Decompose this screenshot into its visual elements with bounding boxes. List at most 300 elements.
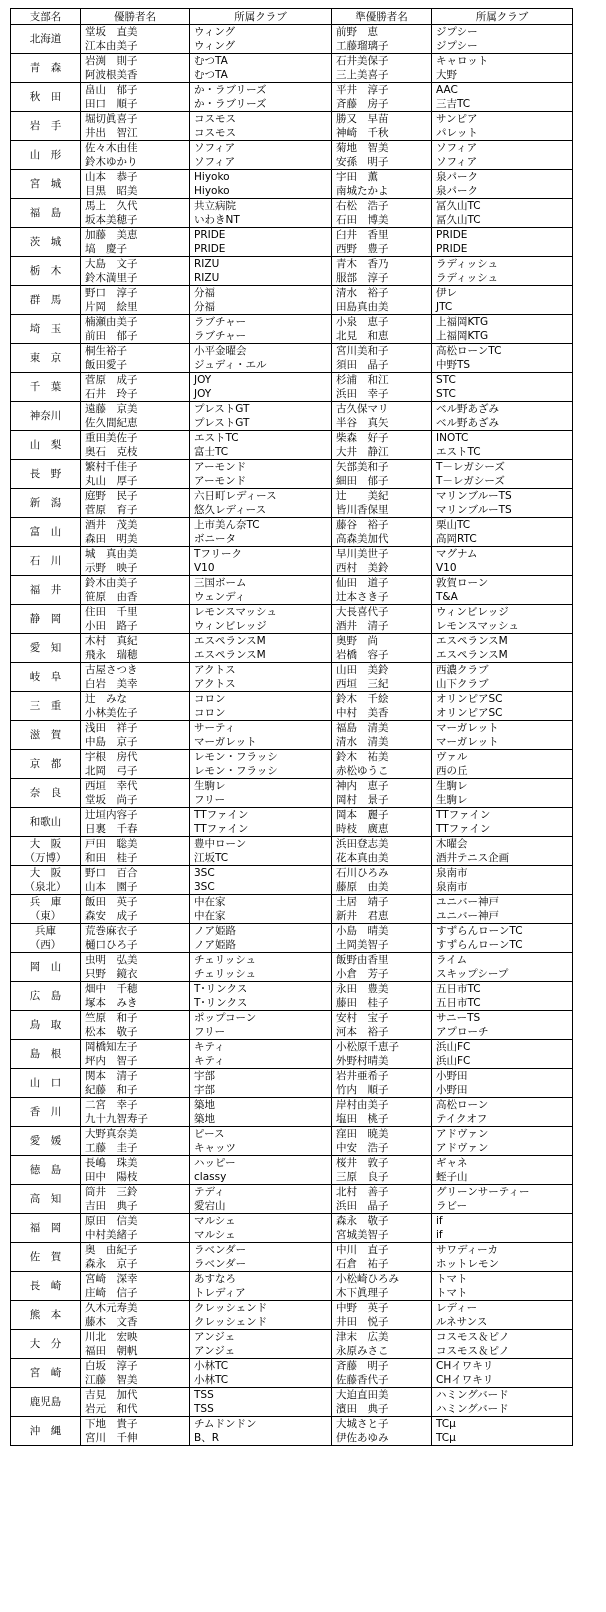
branch-name-line: 福 井: [29, 584, 62, 596]
winner-name: 二宮 幸子: [81, 1098, 190, 1113]
branch-name: [11, 692, 81, 721]
table-row: [11, 257, 573, 272]
winner-club: ラベンダー: [190, 1243, 332, 1258]
runner-up-club: エストTC: [432, 445, 573, 460]
runner-up-name: 早川美世子: [332, 547, 432, 562]
runner-up-club: V10: [432, 561, 573, 576]
table-row: [11, 1127, 573, 1142]
winner-name: 宮崎 深幸: [81, 1272, 190, 1287]
runner-up-name: 桜井 敦子: [332, 1156, 432, 1171]
runner-up-name: 木下眞理子: [332, 1286, 432, 1301]
runner-up-name: 清水 清美: [332, 735, 432, 750]
winner-name: 示野 映子: [81, 561, 190, 576]
winner-club: PRIDE: [190, 242, 332, 257]
winner-club: ウィンビレッジ: [190, 619, 332, 634]
table-row: [11, 895, 573, 910]
runner-up-name: 石田 博美: [332, 213, 432, 228]
runner-up-club: CHイワキリ: [432, 1359, 573, 1374]
table-row-second-line: [11, 155, 573, 170]
winner-club: Tフリーク: [190, 547, 332, 562]
runner-up-club: 高松ローン: [432, 1098, 573, 1113]
winner-name: 辻垣内容子: [81, 808, 190, 823]
table-row: [11, 1011, 573, 1026]
runner-up-club: 小野田: [432, 1083, 573, 1098]
runner-up-name: 三原 良子: [332, 1170, 432, 1185]
branch-name: [11, 924, 81, 953]
winner-club: マルシェ: [190, 1214, 332, 1229]
runner-up-club: ウィンビレッジ: [432, 605, 573, 620]
table-row: [11, 953, 573, 968]
runner-up-name: 柴森 好子: [332, 431, 432, 446]
table-row: [11, 1214, 573, 1229]
branch-name-line: 静 岡: [29, 613, 62, 625]
runner-up-club: INOTC: [432, 431, 573, 446]
winner-name: 関本 清子: [81, 1069, 190, 1084]
table-row-second-line: [11, 503, 573, 518]
runner-up-name: 小倉 芳子: [332, 967, 432, 982]
runner-up-club: 泉パーク: [432, 170, 573, 185]
table-row-second-line: [11, 561, 573, 576]
winner-club: 豊中ローン: [190, 837, 332, 852]
winner-name: 坂本美穂子: [81, 213, 190, 228]
winner-name: 塚本 みき: [81, 996, 190, 1011]
winner-club: classy: [190, 1170, 332, 1185]
branch-name-line: 群 馬: [29, 294, 62, 306]
table-row-second-line: [11, 300, 573, 315]
winner-name: 宮川 千伸: [81, 1431, 190, 1446]
runner-up-club: サワディーカ: [432, 1243, 573, 1258]
table-row: [11, 808, 573, 823]
table-row-second-line: [11, 1286, 573, 1301]
table-row-second-line: [11, 677, 573, 692]
winner-name: 菅原 成子: [81, 373, 190, 388]
branch-name: [11, 141, 81, 170]
runner-up-club: 五日市TC: [432, 996, 573, 1011]
table-row: [11, 1359, 573, 1374]
branch-name-line: 秋 田: [29, 91, 62, 103]
table-row-second-line: [11, 329, 573, 344]
winner-name: 田中 陽枝: [81, 1170, 190, 1185]
branch-name-line: 兵庫: [35, 925, 56, 937]
runner-up-name: 菊地 智美: [332, 141, 432, 156]
branch-name: [11, 25, 81, 54]
branch-name-line: 大 阪: [29, 838, 62, 850]
winner-club: エスペランスM: [190, 648, 332, 663]
winner-name: 浅田 祥子: [81, 721, 190, 736]
table-row-second-line: [11, 851, 573, 866]
winner-club: 悠久レディース: [190, 503, 332, 518]
winner-club: T･リンクス: [190, 996, 332, 1011]
winner-name: 竺原 和子: [81, 1011, 190, 1026]
branch-name: [11, 982, 81, 1011]
winner-name: 畠山 郁子: [81, 83, 190, 98]
results-body: [11, 25, 573, 1446]
runner-up-club: 生駒レ: [432, 779, 573, 794]
winner-name: 下地 貴子: [81, 1417, 190, 1432]
winner-name: 中島 京子: [81, 735, 190, 750]
branch-name-line: 兵 庫: [29, 896, 62, 908]
branch-name: [11, 170, 81, 199]
winner-name: 和田 桂子: [81, 851, 190, 866]
winner-club: 3SC: [190, 880, 332, 895]
table-row-second-line: [11, 1228, 573, 1243]
runner-up-name: 斉藤 明子: [332, 1359, 432, 1374]
winner-club: 小平金曜会: [190, 344, 332, 359]
winner-club: 六日町レディース: [190, 489, 332, 504]
header-winner: 優勝者名: [81, 9, 190, 25]
runner-up-club: TTファイン: [432, 822, 573, 837]
table-row-second-line: [11, 1112, 573, 1127]
branch-name-line: 福 岡: [29, 1222, 62, 1234]
winner-club: ピース: [190, 1127, 332, 1142]
branch-name-line: 北海道: [29, 33, 62, 45]
branch-name: [11, 1098, 81, 1127]
winner-name: 九十九智寿子: [81, 1112, 190, 1127]
winner-club: 小林TC: [190, 1359, 332, 1374]
winner-club: Hiyoko: [190, 170, 332, 185]
branch-name-line: 長 野: [29, 468, 62, 480]
branch-name: [11, 1156, 81, 1185]
winner-name: 加藤 美恵: [81, 228, 190, 243]
branch-name-line: 山 形: [29, 149, 62, 161]
runner-up-name: 土岡美智子: [332, 938, 432, 953]
runner-up-club: if: [432, 1214, 573, 1229]
table-row-second-line: [11, 1025, 573, 1040]
branch-name: [11, 1272, 81, 1301]
winner-club: V10: [190, 561, 332, 576]
winner-name: 長嶋 珠美: [81, 1156, 190, 1171]
winner-club: 宇部: [190, 1069, 332, 1084]
winner-club: TTファイン: [190, 808, 332, 823]
winner-club: 三国ボーム: [190, 576, 332, 591]
runner-up-name: 塩田 桃子: [332, 1112, 432, 1127]
runner-up-club: ギャネ: [432, 1156, 573, 1171]
runner-up-name: 工藤瑠璃子: [332, 39, 432, 54]
branch-name: [11, 1069, 81, 1098]
runner-up-club: ソフィア: [432, 141, 573, 156]
branch-name-line: 青 森: [29, 62, 62, 74]
winner-name: 岩渕 則子: [81, 54, 190, 69]
runner-up-club: エスペランスM: [432, 648, 573, 663]
winner-name: 塙 慶子: [81, 242, 190, 257]
table-row-second-line: [11, 880, 573, 895]
table-row-second-line: [11, 1054, 573, 1069]
table-row-second-line: [11, 1199, 573, 1214]
runner-up-club: マリンブルーTS: [432, 503, 573, 518]
branch-name-line: 沖 縄: [29, 1425, 62, 1437]
winner-name: 辻 みな: [81, 692, 190, 707]
table-row-second-line: [11, 126, 573, 141]
runner-up-name: 小島 晴美: [332, 924, 432, 939]
runner-up-club: 生駒レ: [432, 793, 573, 808]
branch-name-line: 滋 賀: [29, 729, 62, 741]
runner-up-club: スキップシープ: [432, 967, 573, 982]
winner-club: ラブチャー: [190, 329, 332, 344]
runner-up-club: テイクオフ: [432, 1112, 573, 1127]
runner-up-name: 三上美喜子: [332, 68, 432, 83]
winner-club: ジュディ・エル: [190, 358, 332, 373]
runner-up-club: T－レガシーズ: [432, 460, 573, 475]
branch-name: [11, 199, 81, 228]
winner-name: 井出 智江: [81, 126, 190, 141]
runner-up-name: 小松崎ひろみ: [332, 1272, 432, 1287]
branch-name: [11, 54, 81, 83]
runner-up-club: 浜山FC: [432, 1040, 573, 1055]
table-row-second-line: [11, 764, 573, 779]
table-row: [11, 431, 573, 446]
runner-up-club: CHイワキリ: [432, 1373, 573, 1388]
runner-up-club: オリンピアSC: [432, 692, 573, 707]
runner-up-club: マリンブルーTS: [432, 489, 573, 504]
winner-name: 笹原 由香: [81, 590, 190, 605]
winner-name: 菅原 育子: [81, 503, 190, 518]
runner-up-name: 藤田 桂子: [332, 996, 432, 1011]
winner-name: 原田 信美: [81, 1214, 190, 1229]
runner-up-club: 小野田: [432, 1069, 573, 1084]
winner-club: プレストGT: [190, 416, 332, 431]
runner-up-name: 勝又 早苗: [332, 112, 432, 127]
runner-up-name: 鈴木 千絵: [332, 692, 432, 707]
table-row-second-line: [11, 1373, 573, 1388]
table-row: [11, 1301, 573, 1316]
runner-up-name: 浜田登志美: [332, 837, 432, 852]
table-row: [11, 750, 573, 765]
runner-up-name: 小泉 恵子: [332, 315, 432, 330]
runner-up-club: コスモス＆ピノ: [432, 1344, 573, 1359]
winner-club: B、R: [190, 1431, 332, 1446]
runner-up-club: 伊レ: [432, 286, 573, 301]
winner-name: 佐久間紀恵: [81, 416, 190, 431]
table-row-second-line: [11, 1141, 573, 1156]
runner-up-name: 石川ひろみ: [332, 866, 432, 881]
runner-up-name: 濱田 典子: [332, 1402, 432, 1417]
branch-name: [11, 1243, 81, 1272]
branch-name: [11, 895, 81, 924]
winner-club: アクトス: [190, 663, 332, 678]
winner-name: 片岡 絵里: [81, 300, 190, 315]
winner-club: コロン: [190, 706, 332, 721]
winner-club: 江坂TC: [190, 851, 332, 866]
runner-up-club: TTファイン: [432, 808, 573, 823]
runner-up-club: 冨久山TC: [432, 199, 573, 214]
winner-club: ハッピー: [190, 1156, 332, 1171]
runner-up-club: PRIDE: [432, 242, 573, 257]
winner-name: 荒巻麻衣子: [81, 924, 190, 939]
winner-club: ノア姫路: [190, 938, 332, 953]
branch-name: [11, 431, 81, 460]
runner-up-club: 中野TS: [432, 358, 573, 373]
winner-name: 繁村千佳子: [81, 460, 190, 475]
winner-club: ウィング: [190, 39, 332, 54]
winner-club: クレッシェンド: [190, 1315, 332, 1330]
runner-up-name: 斉藤 房子: [332, 97, 432, 112]
winner-club: ソフィア: [190, 155, 332, 170]
table-row: [11, 460, 573, 475]
branch-name-line: 京 都: [29, 758, 62, 770]
branch-name-line: （西）: [29, 939, 62, 951]
runner-up-name: 竹内 順子: [332, 1083, 432, 1098]
runner-up-club: エスペランスM: [432, 634, 573, 649]
branch-name-line: 鹿児島: [29, 1396, 62, 1408]
branch-name: [11, 315, 81, 344]
winner-name: 飯田 英子: [81, 895, 190, 910]
winner-club: キティ: [190, 1054, 332, 1069]
table-row: [11, 1388, 573, 1403]
winner-name: 楠瀬由美子: [81, 315, 190, 330]
runner-up-club: ユニバー神戸: [432, 909, 573, 924]
table-row: [11, 1243, 573, 1258]
winner-club: ウィング: [190, 25, 332, 40]
winner-club: キャッツ: [190, 1141, 332, 1156]
winner-club: むつTA: [190, 68, 332, 83]
runner-up-name: 辻本さき子: [332, 590, 432, 605]
runner-up-name: 西村 美鈴: [332, 561, 432, 576]
runner-up-club: 上福岡KTG: [432, 329, 573, 344]
table-row-second-line: [11, 1257, 573, 1272]
runner-up-club: アドヴァン: [432, 1141, 573, 1156]
runner-up-club: STC: [432, 373, 573, 388]
table-row: [11, 112, 573, 127]
runner-up-name: 杉浦 和江: [332, 373, 432, 388]
winner-name: 小田 路子: [81, 619, 190, 634]
runner-up-name: 河本 裕子: [332, 1025, 432, 1040]
table-row: [11, 605, 573, 620]
branch-name-line: 愛 媛: [29, 1135, 62, 1147]
winner-name: 川北 宏映: [81, 1330, 190, 1345]
winner-club: JOY: [190, 373, 332, 388]
table-row: [11, 1098, 573, 1113]
runner-up-club: ソフィア: [432, 155, 573, 170]
runner-up-club: JTC: [432, 300, 573, 315]
runner-up-name: 古久保マリ: [332, 402, 432, 417]
runner-up-name: 藤谷 裕子: [332, 518, 432, 533]
branch-name: [11, 1417, 81, 1446]
winner-name: 桐生裕子: [81, 344, 190, 359]
winner-club: クレッシェンド: [190, 1301, 332, 1316]
runner-up-club: トマト: [432, 1286, 573, 1301]
runner-up-name: 新井 君恵: [332, 909, 432, 924]
runner-up-club: T&A: [432, 590, 573, 605]
runner-up-club: 泉パーク: [432, 184, 573, 199]
table-row-second-line: [11, 1315, 573, 1330]
runner-up-name: 中安 浩子: [332, 1141, 432, 1156]
table-row: [11, 634, 573, 649]
runner-up-name: 藤原 由美: [332, 880, 432, 895]
runner-up-club: 栗山TC: [432, 518, 573, 533]
runner-up-club: TCμ: [432, 1431, 573, 1446]
winner-club: コスモス: [190, 126, 332, 141]
runner-up-name: 青木 香乃: [332, 257, 432, 272]
table-row: [11, 1185, 573, 1200]
table-row: [11, 692, 573, 707]
runner-up-name: 大城さと子: [332, 1417, 432, 1432]
runner-up-name: 永原みさこ: [332, 1344, 432, 1359]
branch-name: [11, 1214, 81, 1243]
winner-club: むつTA: [190, 54, 332, 69]
table-row-second-line: [11, 1170, 573, 1185]
winner-club: 3SC: [190, 866, 332, 881]
winner-club: Hiyoko: [190, 184, 332, 199]
table-row: [11, 83, 573, 98]
winner-club: フリー: [190, 793, 332, 808]
runner-up-name: 浜田 幸子: [332, 387, 432, 402]
winner-club: 愛宕山: [190, 1199, 332, 1214]
branch-name: [11, 634, 81, 663]
table-row-second-line: [11, 967, 573, 982]
winner-club: いわきNT: [190, 213, 332, 228]
branch-name-line: 石 川: [29, 555, 62, 567]
branch-name-line: 奈 良: [29, 787, 62, 799]
table-row-second-line: [11, 793, 573, 808]
runner-up-club: サニーTS: [432, 1011, 573, 1026]
runner-up-name: 中野 英子: [332, 1301, 432, 1316]
runner-up-club: グリーンサーティー: [432, 1185, 573, 1200]
winner-club: チェリッシュ: [190, 967, 332, 982]
winner-club: キティ: [190, 1040, 332, 1055]
runner-up-club: マーガレット: [432, 721, 573, 736]
runner-up-name: 須田 晶子: [332, 358, 432, 373]
winner-club: ラベンダー: [190, 1257, 332, 1272]
runner-up-club: ベル野あざみ: [432, 416, 573, 431]
runner-up-club: 浜山FC: [432, 1054, 573, 1069]
runner-up-name: 田島真由美: [332, 300, 432, 315]
runner-up-name: 大長喜代子: [332, 605, 432, 620]
winner-club: TSS: [190, 1388, 332, 1403]
branch-name-line: 茨 城: [29, 236, 62, 248]
header-branch: 支部名: [11, 9, 81, 25]
runner-up-name: 石倉 祐子: [332, 1257, 432, 1272]
winner-name: 吉田 典子: [81, 1199, 190, 1214]
table-row-second-line: [11, 474, 573, 489]
winner-name: 森安 成子: [81, 909, 190, 924]
table-row-second-line: [11, 590, 573, 605]
table-row: [11, 402, 573, 417]
winner-club: チムドンドン: [190, 1417, 332, 1432]
winner-club: 小林TC: [190, 1373, 332, 1388]
winner-name: 西垣 幸代: [81, 779, 190, 794]
winner-club: PRIDE: [190, 228, 332, 243]
winner-club: 中在家: [190, 895, 332, 910]
branch-name: [11, 1359, 81, 1388]
winner-club: コスモス: [190, 112, 332, 127]
runner-up-club: if: [432, 1228, 573, 1243]
branch-name-line: 熊 本: [29, 1309, 62, 1321]
runner-up-name: 土居 靖子: [332, 895, 432, 910]
branch-name-line: 高 知: [29, 1193, 62, 1205]
branch-name-line: 和歌山: [29, 816, 62, 828]
winner-club: RIZU: [190, 271, 332, 286]
runner-up-club: サンピア: [432, 112, 573, 127]
runner-up-name: 南城たかよ: [332, 184, 432, 199]
runner-up-club: ラディッシュ: [432, 257, 573, 272]
runner-up-name: 細田 郁子: [332, 474, 432, 489]
runner-up-name: 伊佐あゆみ: [332, 1431, 432, 1446]
table-row-second-line: [11, 996, 573, 1011]
winner-name: 北岡 弓子: [81, 764, 190, 779]
table-row: [11, 228, 573, 243]
winner-club: TSS: [190, 1402, 332, 1417]
table-row-second-line: [11, 358, 573, 373]
table-row: [11, 344, 573, 359]
winner-club: 共立病院: [190, 199, 332, 214]
table-row-second-line: [11, 68, 573, 83]
branch-name-line: 広 島: [29, 990, 62, 1002]
table-row-second-line: [11, 416, 573, 431]
runner-up-name: 窪田 暁美: [332, 1127, 432, 1142]
winner-club: トレディア: [190, 1286, 332, 1301]
table-row: [11, 721, 573, 736]
winner-club: 築地: [190, 1098, 332, 1113]
